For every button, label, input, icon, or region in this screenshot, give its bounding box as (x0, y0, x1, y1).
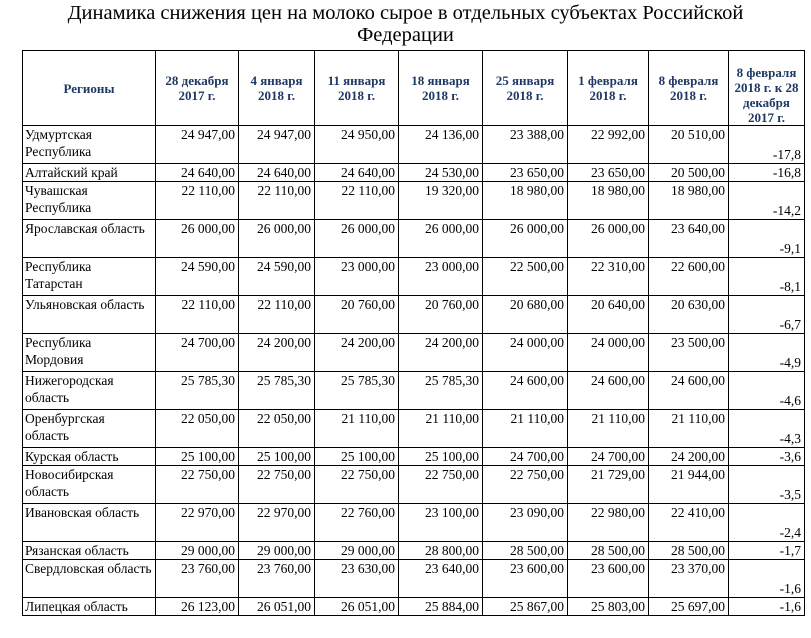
price-cell: 25 785,30 (156, 372, 239, 410)
price-cell: 26 000,00 (315, 220, 399, 258)
price-cell: 23 650,00 (568, 164, 649, 182)
price-cell: 24 600,00 (649, 372, 729, 410)
price-cell: 22 410,00 (649, 504, 729, 542)
price-cell: 22 110,00 (156, 182, 239, 220)
price-cell: 25 803,00 (568, 598, 649, 616)
change-cell: -3,6 (729, 448, 805, 466)
change-cell: -14,2 (729, 182, 805, 220)
price-cell: 21 110,00 (649, 410, 729, 448)
price-cell: 26 123,00 (156, 598, 239, 616)
price-cell: 24 200,00 (399, 334, 483, 372)
title-line-1: Динамика снижения цен на молоко сырое в отдельных субъектах Российской (67, 2, 744, 24)
table-row (23, 258, 805, 296)
change-cell: -1,6 (729, 598, 805, 616)
price-cell: 28 500,00 (568, 542, 649, 560)
header-row (23, 51, 805, 126)
price-cell: 28 500,00 (483, 542, 568, 560)
change-cell: -1,7 (729, 542, 805, 560)
price-cell: 21 944,00 (649, 466, 729, 504)
region-cell: Нижегородская область (23, 372, 156, 410)
price-cell: 22 750,00 (156, 466, 239, 504)
change-cell: -3,5 (729, 466, 805, 504)
price-cell: 21 110,00 (483, 410, 568, 448)
table-row (23, 126, 805, 164)
header-date: 18 января 2018 г. (399, 51, 483, 126)
price-cell: 25 867,00 (483, 598, 568, 616)
region-cell: Алтайский край (23, 164, 156, 182)
price-cell: 24 700,00 (568, 448, 649, 466)
price-cell: 23 640,00 (399, 560, 483, 598)
region-cell: Новосибирская область (23, 466, 156, 504)
price-cell: 18 980,00 (483, 182, 568, 220)
region-cell: Свердловская область (23, 560, 156, 598)
price-cell: 22 050,00 (239, 410, 315, 448)
region-cell: Ивановская область (23, 504, 156, 542)
table-row (23, 220, 805, 258)
region-cell: Курская область (23, 448, 156, 466)
price-cell: 23 100,00 (399, 504, 483, 542)
price-cell: 24 640,00 (156, 164, 239, 182)
price-cell: 26 051,00 (239, 598, 315, 616)
price-cell: 22 110,00 (239, 182, 315, 220)
price-cell: 24 200,00 (315, 334, 399, 372)
price-cell: 22 992,00 (568, 126, 649, 164)
price-cell: 23 630,00 (315, 560, 399, 598)
price-cell: 22 750,00 (483, 466, 568, 504)
change-cell: -4,3 (729, 410, 805, 448)
header-date: 11 января 2018 г. (315, 51, 399, 126)
price-cell: 24 200,00 (649, 448, 729, 466)
table-row (23, 164, 805, 182)
price-cell: 23 090,00 (483, 504, 568, 542)
price-cell: 22 600,00 (649, 258, 729, 296)
price-cell: 20 640,00 (568, 296, 649, 334)
price-cell: 22 110,00 (315, 182, 399, 220)
price-cell: 24 700,00 (483, 448, 568, 466)
price-cell: 24 136,00 (399, 126, 483, 164)
price-cell: 23 500,00 (649, 334, 729, 372)
price-cell: 19 320,00 (399, 182, 483, 220)
price-cell: 24 947,00 (156, 126, 239, 164)
price-cell: 29 000,00 (156, 542, 239, 560)
price-cell: 25 884,00 (399, 598, 483, 616)
price-cell: 29 000,00 (315, 542, 399, 560)
price-cell: 23 760,00 (156, 560, 239, 598)
price-cell: 22 110,00 (239, 296, 315, 334)
page-title (0, 2, 811, 46)
price-cell: 24 530,00 (399, 164, 483, 182)
header-date: 4 января 2018 г. (239, 51, 315, 126)
price-cell: 26 000,00 (156, 220, 239, 258)
price-cell: 24 590,00 (239, 258, 315, 296)
header-regions: Регионы (23, 51, 156, 126)
price-cell: 22 970,00 (239, 504, 315, 542)
change-cell: -2,4 (729, 504, 805, 542)
price-cell: 23 640,00 (649, 220, 729, 258)
price-cell: 24 947,00 (239, 126, 315, 164)
price-cell: 24 200,00 (239, 334, 315, 372)
change-cell: -9,1 (729, 220, 805, 258)
table-row (23, 560, 805, 598)
price-cell: 20 680,00 (483, 296, 568, 334)
price-cell: 26 000,00 (483, 220, 568, 258)
price-cell: 22 760,00 (315, 504, 399, 542)
price-cell: 20 760,00 (399, 296, 483, 334)
price-cell: 25 100,00 (239, 448, 315, 466)
change-cell: -1,6 (729, 560, 805, 598)
price-table (22, 50, 805, 616)
price-cell: 23 370,00 (649, 560, 729, 598)
price-cell: 24 600,00 (568, 372, 649, 410)
region-cell: Ярославская область (23, 220, 156, 258)
region-cell: Республика Татарстан (23, 258, 156, 296)
price-cell: 25 697,00 (649, 598, 729, 616)
price-cell: 22 750,00 (315, 466, 399, 504)
price-cell: 21 110,00 (568, 410, 649, 448)
region-cell: Липецкая область (23, 598, 156, 616)
price-cell: 24 700,00 (156, 334, 239, 372)
change-cell: -4,9 (729, 334, 805, 372)
price-cell: 29 000,00 (239, 542, 315, 560)
price-cell: 25 785,30 (239, 372, 315, 410)
price-cell: 25 785,30 (315, 372, 399, 410)
table-row (23, 296, 805, 334)
price-cell: 23 000,00 (315, 258, 399, 296)
price-cell: 18 980,00 (649, 182, 729, 220)
price-cell: 25 100,00 (156, 448, 239, 466)
price-cell: 26 000,00 (399, 220, 483, 258)
price-cell: 24 000,00 (568, 334, 649, 372)
price-cell: 26 051,00 (315, 598, 399, 616)
price-cell: 24 640,00 (315, 164, 399, 182)
table-row (23, 466, 805, 504)
table-row (23, 598, 805, 616)
price-cell: 20 630,00 (649, 296, 729, 334)
table-body (23, 126, 805, 616)
price-cell: 24 950,00 (315, 126, 399, 164)
price-cell: 22 750,00 (239, 466, 315, 504)
price-cell: 22 980,00 (568, 504, 649, 542)
price-cell: 22 750,00 (399, 466, 483, 504)
table-row (23, 334, 805, 372)
region-cell: Удмуртская Республика (23, 126, 156, 164)
change-cell: -16,8 (729, 164, 805, 182)
price-cell: 23 650,00 (483, 164, 568, 182)
price-cell: 26 000,00 (568, 220, 649, 258)
price-cell: 23 760,00 (239, 560, 315, 598)
region-cell: Ульяновская область (23, 296, 156, 334)
change-cell: -6,7 (729, 296, 805, 334)
price-cell: 25 100,00 (399, 448, 483, 466)
price-cell: 24 640,00 (239, 164, 315, 182)
region-cell: Рязанская область (23, 542, 156, 560)
change-cell: -8,1 (729, 258, 805, 296)
header-date: 8 февраля 2018 г. (649, 51, 729, 126)
price-cell: 23 600,00 (483, 560, 568, 598)
price-cell: 18 980,00 (568, 182, 649, 220)
price-cell: 24 000,00 (483, 334, 568, 372)
title-line-2: Федерации (357, 24, 454, 46)
table-row (23, 448, 805, 466)
header-date: 28 декабря 2017 г. (156, 51, 239, 126)
table-row (23, 410, 805, 448)
price-cell: 28 500,00 (649, 542, 729, 560)
price-cell: 28 800,00 (399, 542, 483, 560)
table-row (23, 542, 805, 560)
region-cell: Республика Мордовия (23, 334, 156, 372)
price-cell: 22 110,00 (156, 296, 239, 334)
price-cell: 23 600,00 (568, 560, 649, 598)
price-cell: 23 000,00 (399, 258, 483, 296)
header-date: 25 января 2018 г. (483, 51, 568, 126)
price-cell: 22 500,00 (483, 258, 568, 296)
price-cell: 20 760,00 (315, 296, 399, 334)
header-date: 1 февраля 2018 г. (568, 51, 649, 126)
change-cell: -17,8 (729, 126, 805, 164)
table-row (23, 372, 805, 410)
header-change: 8 февраля 2018 г. к 28 декабря 2017 г. (729, 51, 805, 126)
price-cell: 25 100,00 (315, 448, 399, 466)
price-cell: 20 500,00 (649, 164, 729, 182)
price-cell: 22 050,00 (156, 410, 239, 448)
price-cell: 25 785,30 (399, 372, 483, 410)
price-cell: 21 110,00 (315, 410, 399, 448)
price-cell: 21 110,00 (399, 410, 483, 448)
region-cell: Оренбургская область (23, 410, 156, 448)
price-cell: 23 388,00 (483, 126, 568, 164)
price-cell: 21 729,00 (568, 466, 649, 504)
price-cell: 26 000,00 (239, 220, 315, 258)
price-cell: 22 970,00 (156, 504, 239, 542)
region-cell: Чувашская Республика (23, 182, 156, 220)
table-row (23, 182, 805, 220)
price-cell: 20 510,00 (649, 126, 729, 164)
price-cell: 24 590,00 (156, 258, 239, 296)
price-cell: 22 310,00 (568, 258, 649, 296)
change-cell: -4,6 (729, 372, 805, 410)
price-cell: 24 600,00 (483, 372, 568, 410)
table-row (23, 504, 805, 542)
